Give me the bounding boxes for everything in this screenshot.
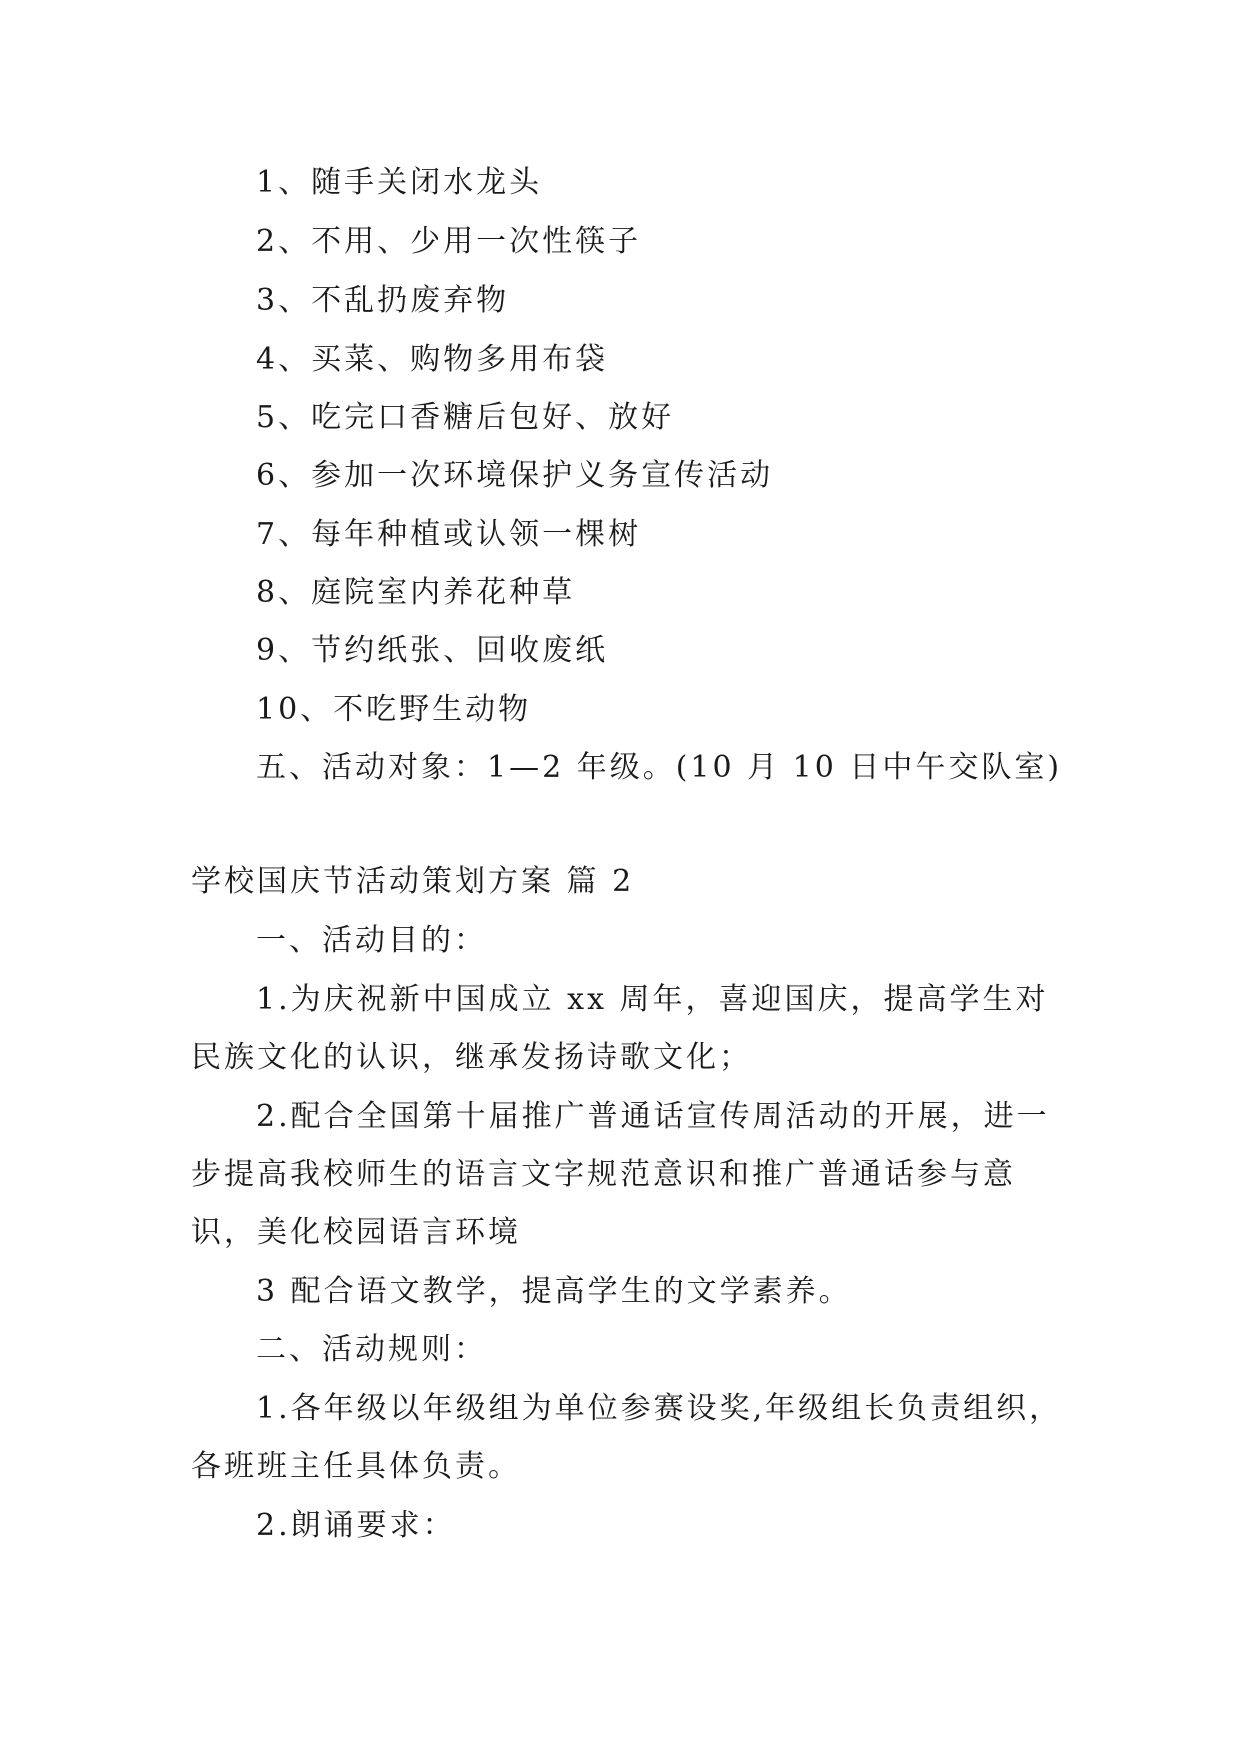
paragraph-line: 2.朗诵要求： [256,1508,456,1543]
section-five-text: 五、活动对象：1—2 年级。(10 月 10 日中午交队室) [256,750,1063,785]
list-item: 3、不乱扔废弃物 [256,283,510,318]
paragraph-line: 3 配合语文教学，提高学生的文学素养。 [256,1274,852,1309]
paragraph-line: 2.配合全国第十届推广普通话宣传周活动的开展，进一 [256,1099,1050,1134]
list-item: 6、参加一次环境保护义务宣传活动 [256,458,774,493]
list-item: 2、不用、少用一次性筷子 [256,224,642,259]
list-item: 5、吃完口香糖后包好、放好 [256,400,675,435]
paragraph-line: 1.各年级以年级组为单位参赛设奖,年级组长负责组织， [256,1391,1063,1426]
list-item: 1、随手关闭水龙头 [256,165,543,200]
paragraph-line: 各班班主任具体负责。 [191,1449,521,1484]
list-item: 8、庭院室内养花种草 [256,575,576,610]
paragraph-line: 步提高我校师生的语言文字规范意识和推广普通话参与意 [191,1157,1016,1192]
list-item: 7、每年种植或认领一棵树 [256,517,642,552]
section-heading: 二、活动规则： [256,1332,487,1367]
article-title: 学校国庆节活动策划方案 篇 2 [191,864,635,899]
paragraph-line: 民族文化的认识，继承发扬诗歌文化； [191,1040,752,1075]
section-heading: 一、活动目的： [256,923,487,958]
paragraph-line: 识，美化校园语言环境 [191,1215,521,1250]
paragraph-line: 1.为庆祝新中国成立 xx 周年，喜迎国庆，提高学生对 [256,982,1049,1017]
list-item: 9、节约纸张、回收废纸 [256,633,609,668]
list-item: 4、买菜、购物多用布袋 [256,342,609,377]
list-item: 10、不吃野生动物 [256,692,532,727]
